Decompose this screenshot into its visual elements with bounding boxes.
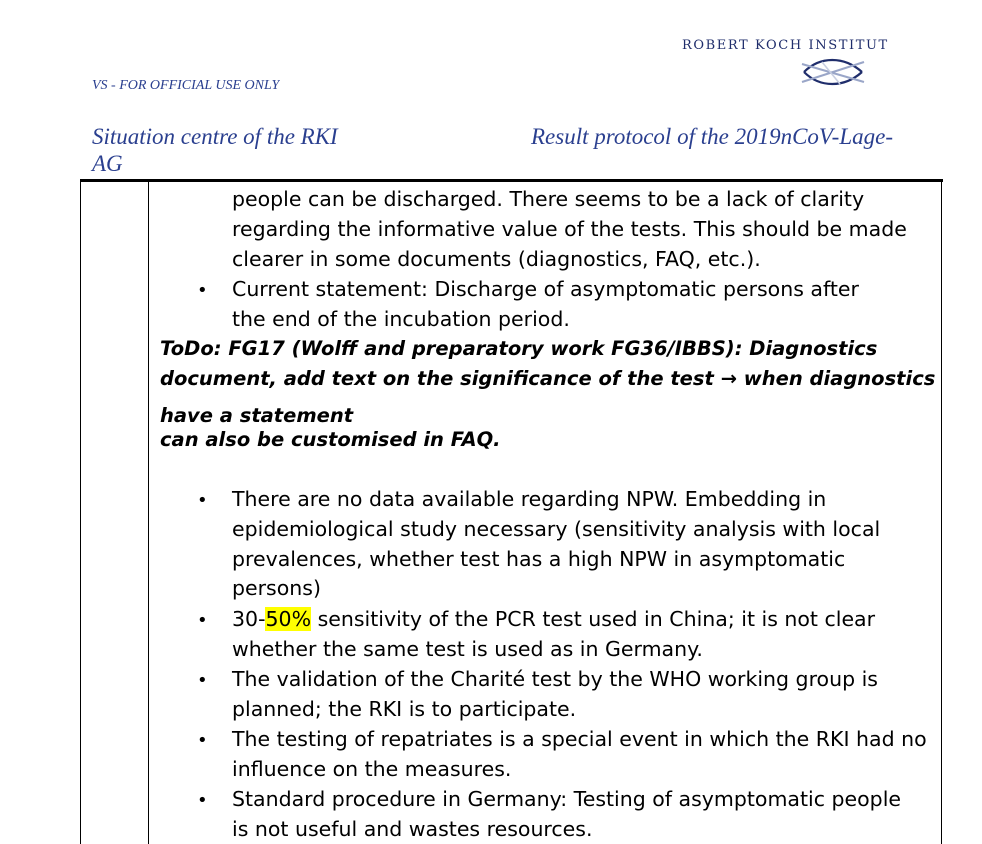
bullet-text: Standard procedure in Germany: Testing of asymptomatic people xyxy=(232,787,902,811)
bullet-text: There are no data available regarding NPW. Embedding in xyxy=(232,487,827,511)
header-right-title-continuation: AG xyxy=(92,151,123,176)
table-column-divider xyxy=(148,181,149,844)
range-prefix: 30- xyxy=(232,607,266,631)
todo-line: can also be customised in FAQ. xyxy=(160,428,501,451)
header-left-title: Situation centre of the RKI xyxy=(92,124,338,149)
bullet-marker: • xyxy=(197,280,208,301)
bullet-text: planned; the RKI is to participate. xyxy=(232,697,577,721)
range-suffix: sensitivity of the PCR test used in China; it is not clear xyxy=(311,607,876,631)
bullet-text: Current statement: Discharge of asymptomatic persons after xyxy=(232,277,859,301)
bullet-marker: • xyxy=(197,610,208,631)
bullet-text-highlighted xyxy=(232,609,875,630)
bullet-text: the end of the incubation period. xyxy=(232,307,570,331)
bullet-text: The validation of the Charité test by the WHO working group is xyxy=(232,667,878,691)
table-right-border xyxy=(941,181,942,844)
bullet-text: epidemiological study necessary (sensitivity analysis with local xyxy=(232,517,881,541)
bullet-text: The testing of repatriates is a special event in which the RKI had no xyxy=(232,727,927,751)
bullet-text: prevalences, whether test has a high NPW in asymptomatic xyxy=(232,547,846,571)
bullet-marker: • xyxy=(197,670,208,691)
continued-line: regarding the informative value of the tests. This should be made xyxy=(232,217,907,241)
todo-line: document, add text on the significance of the test → when diagnostics xyxy=(160,367,936,390)
table-left-border xyxy=(80,181,81,844)
bullet-text: is not useful and wastes resources. xyxy=(232,817,593,841)
todo-line: ToDo: FG17 (Wolff and preparatory work FG36/IBBS): Diagnostics xyxy=(160,337,878,360)
continued-line: clearer in some documents (diagnostics, FAQ, etc.). xyxy=(232,247,761,271)
logo-institute-name: ROBERT KOCH INSTITUT xyxy=(682,38,889,53)
bullet-marker: • xyxy=(197,730,208,751)
logo-emblem-icon xyxy=(800,54,866,90)
highlighted-percentage: 50% xyxy=(265,607,312,631)
bullet-text: persons) xyxy=(232,576,321,600)
bullet-marker: • xyxy=(197,790,208,811)
continued-line: people can be discharged. There seems to be a lack of clarity xyxy=(232,187,865,211)
header-right-title: Result protocol of the 2019nCoV-Lage- xyxy=(531,124,894,149)
header-rule xyxy=(80,179,943,182)
bullet-marker: • xyxy=(197,490,208,511)
todo-line: have a statement xyxy=(160,404,354,427)
bullet-text: influence on the measures. xyxy=(232,757,512,781)
bullet-text: whether the same test is used as in Germany. xyxy=(232,637,703,661)
classification-label: VS - FOR OFFICIAL USE ONLY xyxy=(92,78,280,93)
rki-logo xyxy=(672,36,912,92)
